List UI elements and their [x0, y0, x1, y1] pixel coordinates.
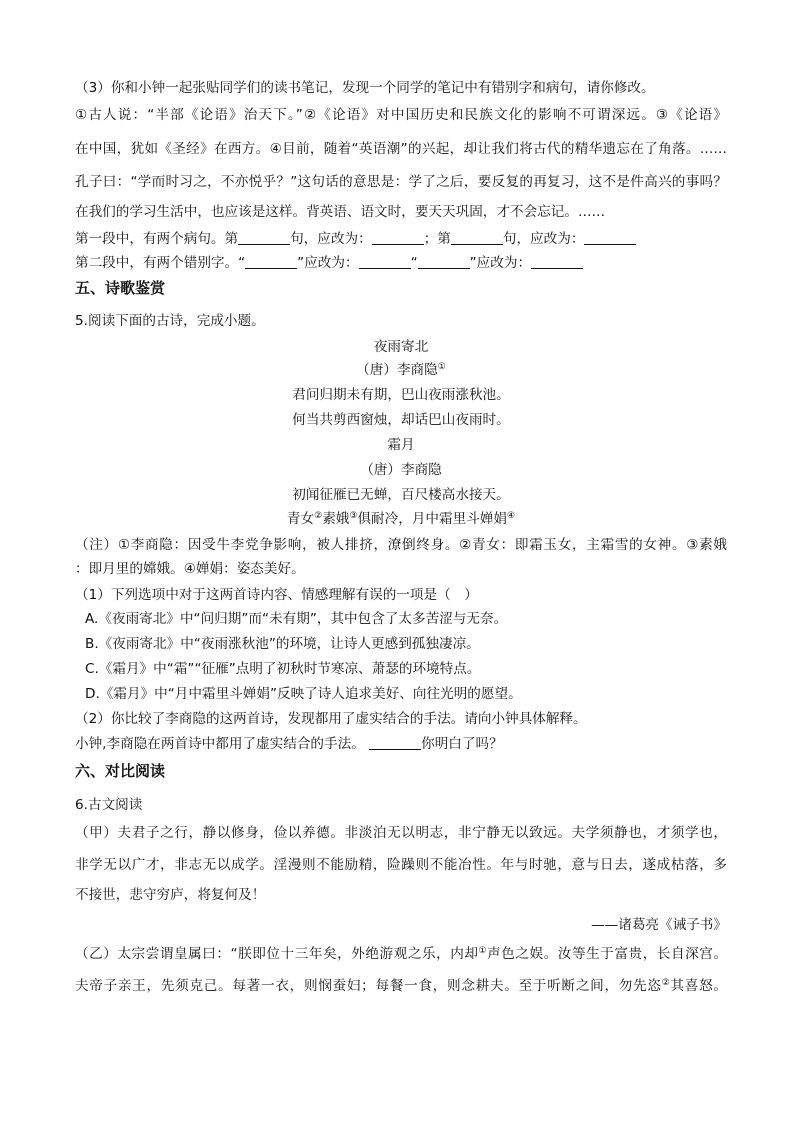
passage-jia-line1: （甲）夫君子之行，静以修身，俭以养德。非淡泊无以明志，非宁静无以致远。夫学须静也，才须学也， [75, 825, 727, 841]
poem2-line2 [75, 510, 727, 528]
answer-blank[interactable] [418, 256, 470, 269]
answer-blank[interactable] [531, 256, 583, 269]
note-para2-line1: 孔子曰：“学而时习之，不亦悦乎？”这句话的意思是：学了之后，要反复的再复习，这不是件高兴的事吗？ [75, 174, 727, 190]
passage-jia-source: ——诸葛亮《诫子书》 [591, 917, 727, 933]
footnote-marker: ④ [506, 511, 516, 521]
answer-blank[interactable] [451, 232, 503, 245]
poem2-line1: 初闻征雁已无蝉，百尺楼高水接天。 [292, 487, 510, 503]
answer-blank[interactable] [238, 232, 290, 245]
section-6-heading: 六、对比阅读 [75, 762, 166, 780]
note-para2-line2: 在我们的学习生活中，也应该是这样。背英语、语文时，要天天巩固，才不会忘记。…… [75, 204, 606, 220]
note-para1-line1: ①古人说：“半部《论语》治天下。”②《论语》对中国历史和民族文化的影响不可谓深远。③《论语》 [75, 107, 727, 123]
passage-yi-line1 [75, 945, 727, 963]
passage-yi-part: （乙）太宗尝谓皇属曰：“朕即位十三年矣，外绝游观之乐，内却 [75, 946, 479, 962]
passage-yi-part: 声色之娱。汝等生于富贵，长自深宫。 [487, 946, 727, 962]
poem2-line2-part: 青女 [286, 511, 315, 527]
poem2-author: （唐）李商隐 [360, 462, 442, 478]
passage-yi-line2 [75, 977, 727, 995]
question-3-instruction: （3）你和小钟一起张贴同学们的读书笔记，发现一个同学的笔记中有错别字和病句，请你修改。 [75, 80, 655, 96]
passage-jia-line3: 不接世，悲守穷庐，将复何及！ [75, 887, 266, 903]
passage-jia-line2: 非学无以广才，非志无以成学。淫漫则不能励精，险躁则不能冶性。年与时驰，意与日去，遂成枯落，多 [75, 857, 727, 873]
footnote-marker: ① [478, 946, 488, 956]
question-5-2-answer [75, 735, 503, 753]
fill2-text-2: ”应改为： [297, 255, 359, 271]
footnote-marker: ② [661, 978, 671, 988]
question-6-intro: 6.古文阅读 [75, 797, 143, 813]
poem1-line2: 何当共剪西窗烛，却话巴山夜雨时。 [292, 412, 510, 428]
question-5-2: （2）你比较了李商隐的这两首诗，发现都用了虚实结合的手法。请向小钟具体解释。 [75, 711, 587, 727]
poem2-line2-part: 俱耐冷，月中霜里斗婵娟 [357, 511, 507, 527]
passage-yi-part: 夫帝子亲王，先须克己。每著一衣，则悯蚕妇；每餐一食，则念耕夫。至于听断之间，勿先恣 [75, 978, 662, 994]
answer-blank[interactable] [359, 256, 411, 269]
poem1-author [75, 361, 727, 379]
passage-yi-part: 其喜怒。 [670, 978, 728, 994]
fill1-text-1: 第一段中，有两个病句。第 [75, 231, 239, 247]
option-b[interactable]: B.《夜雨寄北》中“夜雨涨秋池”的环境，让诗人更感到孤独凄凉。 [85, 636, 480, 652]
poem-notes-line1: （注）①李商隐：因受牛李党争影响，被人排挤，潦倒终身。②青女：即霜玉女，主霜雪的女神。③素娥 [75, 537, 727, 553]
footnote-marker: ② [314, 511, 323, 521]
section-5-heading: 五、诗歌鉴赏 [75, 279, 166, 297]
note-para1-line2: 在中国，犹如《圣经》在西方。④目前，随着“英语潮”的兴起，却让我们将古代的精华遗忘在了角落。…… [75, 141, 727, 157]
footnote-marker: ③ [349, 511, 358, 521]
fill2-text-1: 第二段中，有两个错别字。“ [75, 255, 246, 271]
poem1-line1: 君问归期未有期，巴山夜雨涨秋池。 [292, 387, 510, 403]
poem2-line2-part: 素娥 [322, 511, 350, 527]
answer-blank[interactable] [369, 737, 421, 750]
poem1-title: 夜雨寄北 [373, 339, 429, 355]
option-c[interactable]: C.《霜月》中“霜”“征雁”点明了初秋时节寒凉、萧瑟的环境特点。 [85, 661, 481, 677]
fill2-text-4: ”应改为： [469, 255, 532, 271]
question-5-1: （1）下列选项中对于这两首诗内容、情感理解有误的一项是（ ） [75, 587, 478, 603]
fill2-text-3: “ [410, 255, 418, 271]
footnote-marker: ① [437, 362, 446, 372]
answer-text: 小钟,李商隐在两首诗中都用了虚实结合的手法。 [75, 736, 365, 752]
option-d[interactable]: D.《霜月》中“月中霜里斗婵娟”反映了诗人追求美好、向往光明的愿望。 [85, 686, 522, 702]
poem-notes-line2: ：即月里的嫦娥。④婵娟：姿态美好。 [75, 561, 305, 577]
answer-text: 你明白了吗？ [421, 736, 503, 752]
answer-blank[interactable] [245, 256, 297, 269]
answer-blank[interactable] [372, 232, 424, 245]
fill-line-2 [75, 254, 583, 272]
option-a[interactable]: A.《夜雨寄北》中“问归期”而“未有期”，其中包含了太多苦涩与无奈。 [85, 611, 508, 627]
poem2-title: 霜月 [387, 437, 415, 453]
question-5-intro: 5.阅读下面的古诗，完成小题。 [75, 313, 265, 329]
poem1-author-text: （唐）李商隐 [356, 362, 438, 378]
answer-blank[interactable] [584, 232, 636, 245]
fill1-text-2: 句，应改为： [290, 231, 372, 247]
fill1-text-4: 句，应改为： [502, 231, 585, 247]
fill-line-1 [75, 230, 636, 248]
fill1-text-3: ；第 [423, 231, 451, 247]
